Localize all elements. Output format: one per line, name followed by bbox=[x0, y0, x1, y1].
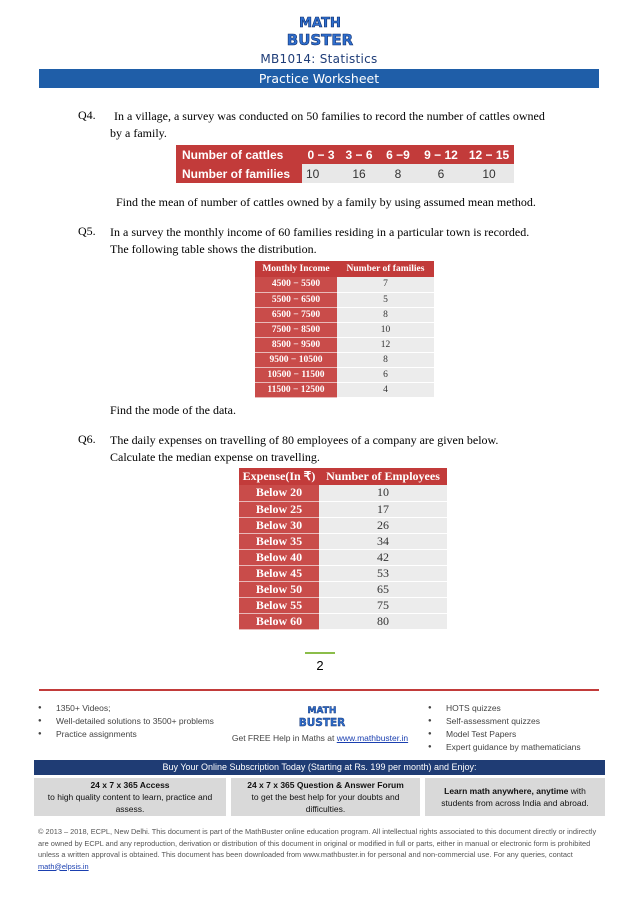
q5-count-cell: 8 bbox=[337, 307, 434, 322]
worksheet-title-band: Practice Worksheet bbox=[39, 69, 599, 88]
q5-header-families: Number of families bbox=[337, 261, 434, 277]
q5-income-cell: 7500 − 8500 bbox=[255, 322, 337, 337]
page-number: 2 bbox=[305, 652, 335, 673]
q4-text-line2: by a family. bbox=[110, 126, 167, 140]
footer-feature-item: ● 1350+ Videos; bbox=[38, 702, 238, 715]
footer-box-title: 24 x 7 x 365 Question & Answer Forum bbox=[247, 780, 404, 790]
q6-expense-cell: Below 20 bbox=[239, 485, 319, 501]
footer-features-left bbox=[38, 702, 238, 741]
q5-count-cell: 7 bbox=[337, 277, 434, 292]
q5-income-cell: 11500 − 12500 bbox=[255, 382, 337, 397]
q5-text-line2: The following table shows the distribution. bbox=[110, 242, 317, 256]
q5-count-cell: 6 bbox=[337, 367, 434, 382]
logo-text-math: MATH bbox=[299, 16, 341, 31]
q4-class-cell: 0 − 3 bbox=[302, 145, 340, 164]
q5-income-cell: 4500 − 5500 bbox=[255, 277, 337, 292]
footer-help-text: Get FREE Help in Maths at bbox=[231, 733, 335, 743]
q6-expense-cell: Below 25 bbox=[239, 501, 319, 517]
course-subtitle: MB1014: Statistics bbox=[260, 52, 378, 66]
footer-mathbuster-logo bbox=[298, 703, 346, 729]
q6-count-cell: 65 bbox=[319, 581, 447, 597]
q5-header-income: Monthly Income bbox=[255, 261, 337, 277]
footer-feature-item: ● Practice assignments bbox=[38, 728, 238, 741]
contact-email-link[interactable]: math@elpsis.in bbox=[38, 861, 89, 871]
footer-feature-item: ● HOTS quizzes bbox=[428, 702, 608, 715]
q5-count-cell: 12 bbox=[337, 337, 434, 352]
q6-header-expense: Expense(In ₹) bbox=[239, 468, 319, 485]
q5-text-line1: In a survey the monthly income of 60 families residing in a particular town is recorded. bbox=[110, 225, 530, 239]
q6-count-cell: 26 bbox=[319, 517, 447, 533]
q4-class-cell: 12 − 15 bbox=[464, 145, 514, 164]
q6-text-line1: The daily expenses on travelling of 80 employees of a company are given below. bbox=[110, 433, 499, 447]
q4-family-cell: 10 bbox=[302, 164, 340, 183]
footer-logo-text-math: MATH bbox=[307, 706, 337, 716]
footer-box-forum bbox=[231, 778, 420, 816]
q5-count-cell: 4 bbox=[337, 382, 434, 397]
q5-income-table bbox=[255, 261, 434, 398]
q5-income-cell: 6500 − 7500 bbox=[255, 307, 337, 322]
copyright-notice bbox=[38, 826, 604, 872]
q6-text-line2: Calculate the median expense on travelling. bbox=[110, 450, 320, 464]
footer-box-title: 24 x 7 x 365 Access bbox=[90, 780, 170, 790]
q4-row-label-families: Number of families bbox=[176, 164, 302, 183]
q4-family-cell: 6 bbox=[418, 164, 464, 183]
q5-income-cell: 9500 − 10500 bbox=[255, 352, 337, 367]
q6-header-employees: Number of Employees bbox=[319, 468, 447, 485]
q5-income-cell: 10500 − 11500 bbox=[255, 367, 337, 382]
q4-number: Q4. bbox=[78, 108, 96, 122]
footer-help-link[interactable]: www.mathbuster.in bbox=[336, 733, 409, 743]
q4-instruction: Find the mean of number of cattles owned by a family by using assumed mean method. bbox=[116, 195, 536, 209]
q6-count-cell: 75 bbox=[319, 597, 447, 613]
q6-count-cell: 53 bbox=[319, 565, 447, 581]
footer-divider bbox=[39, 689, 599, 691]
q6-number: Q6. bbox=[78, 432, 96, 446]
copyright-text: © 2013 – 2018, ECPL, New Delhi. This document is part of the MathBuster online education program. All intellectual rights associated to this document directly or indirectly are owned by ECPL and any reproduction, derivation or distribution of this document in original or modified in full or parts, either in manual or electronic form is prohibited unless a written approval is obtained. This document has been downloaded from www.mathbuster.in for personal and non-commercial use. For any queries, contact bbox=[38, 827, 597, 859]
q4-class-cell: 3 − 6 bbox=[340, 145, 378, 164]
footer-help bbox=[220, 733, 420, 743]
q4-family-cell: 8 bbox=[378, 164, 418, 183]
q4-row-label-cattles: Number of cattles bbox=[176, 145, 302, 164]
q4-family-cell: 16 bbox=[340, 164, 378, 183]
q6-expense-cell: Below 30 bbox=[239, 517, 319, 533]
q5-number: Q5. bbox=[78, 224, 96, 238]
footer-box-text: to high quality content to learn, practice and assess. bbox=[47, 792, 213, 814]
q5-income-cell: 5500 − 6500 bbox=[255, 292, 337, 307]
q5-count-cell: 10 bbox=[337, 322, 434, 337]
footer-feature-item: ● Well-detailed solutions to 3500+ problems bbox=[38, 715, 238, 728]
q4-family-cell: 10 bbox=[464, 164, 514, 183]
footer-box-text: to get the best help for your doubts and difficulties. bbox=[251, 792, 400, 814]
footer-box-title-tail: with bbox=[570, 786, 586, 796]
q6-expense-cell: Below 45 bbox=[239, 565, 319, 581]
q4-cattle-table bbox=[176, 145, 514, 183]
q6-expense-cell: Below 40 bbox=[239, 549, 319, 565]
q6-expense-cell: Below 60 bbox=[239, 613, 319, 629]
q5-count-cell: 8 bbox=[337, 352, 434, 367]
q4-text-line1: In a village, a survey was conducted on 50 families to record the number of cattles owned bbox=[114, 109, 545, 123]
q6-count-cell: 17 bbox=[319, 501, 447, 517]
q6-expense-table bbox=[239, 468, 447, 630]
q6-count-cell: 80 bbox=[319, 613, 447, 629]
q6-expense-cell: Below 55 bbox=[239, 597, 319, 613]
q6-expense-cell: Below 50 bbox=[239, 581, 319, 597]
q6-count-cell: 42 bbox=[319, 549, 447, 565]
footer-box-text: students from across India and abroad. bbox=[441, 798, 589, 808]
footer-box-anywhere bbox=[425, 778, 605, 816]
q5-instruction: Find the mode of the data. bbox=[110, 403, 236, 417]
q4-class-cell: 6 −9 bbox=[378, 145, 418, 164]
footer-feature-item: ● Model Test Papers bbox=[428, 728, 608, 741]
footer-logo-text-buster: BUSTER bbox=[298, 717, 346, 729]
q5-income-cell: 8500 − 9500 bbox=[255, 337, 337, 352]
q6-count-cell: 34 bbox=[319, 533, 447, 549]
q5-count-cell: 5 bbox=[337, 292, 434, 307]
q6-count-cell: 10 bbox=[319, 485, 447, 501]
footer-feature-item: ● Expert guidance by mathematicians bbox=[428, 741, 608, 754]
footer-box-access bbox=[34, 778, 226, 816]
footer-box-title: Learn math anywhere, anytime bbox=[444, 786, 569, 796]
mathbuster-logo bbox=[285, 12, 355, 50]
q6-expense-cell: Below 35 bbox=[239, 533, 319, 549]
q4-class-cell: 9 − 12 bbox=[418, 145, 464, 164]
footer-features-right bbox=[428, 702, 608, 754]
logo-text-buster: BUSTER bbox=[286, 31, 354, 49]
subscription-banner: Buy Your Online Subscription Today (Starting at Rs. 199 per month) and Enjoy: bbox=[34, 760, 605, 775]
footer-feature-item: ● Self-assessment quizzes bbox=[428, 715, 608, 728]
